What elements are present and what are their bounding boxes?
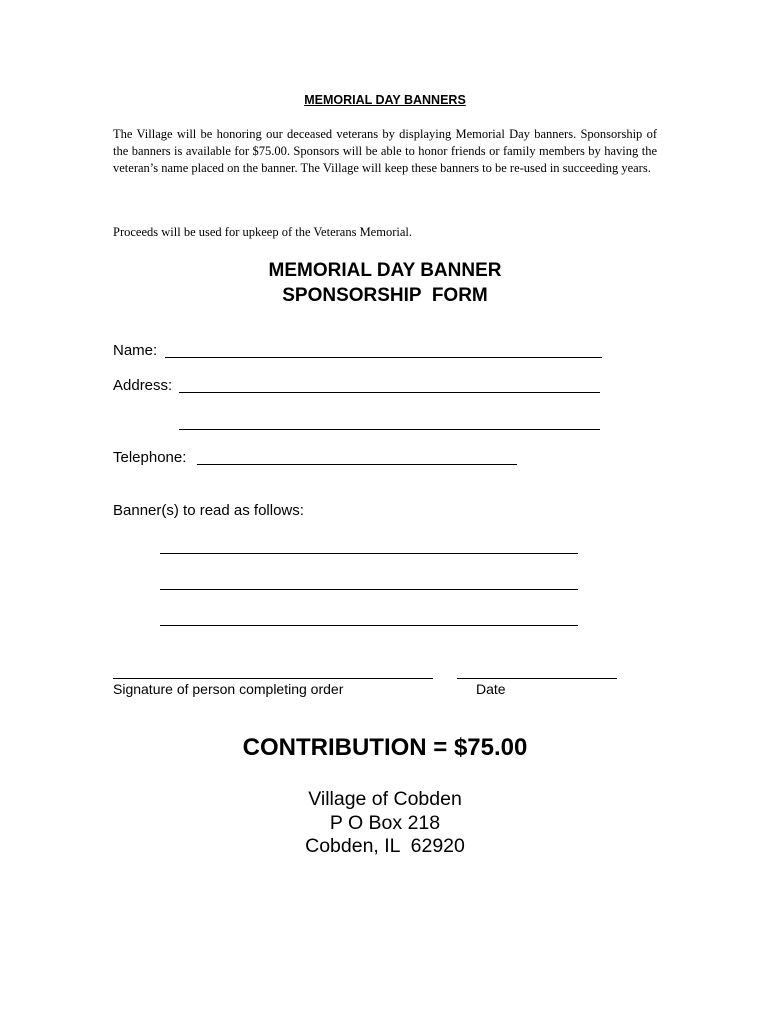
- proceeds-note: Proceeds will be used for upkeep of the Veterans Memorial.: [113, 225, 412, 239]
- date-field[interactable]: [457, 678, 617, 679]
- signature-field[interactable]: [113, 678, 433, 679]
- notice-heading: MEMORIAL DAY BANNERS: [304, 93, 466, 107]
- address-field-line-2[interactable]: [179, 429, 600, 430]
- banner-text-label: Banner(s) to read as follows:: [113, 502, 304, 519]
- form-title-line-1: MEMORIAL DAY BANNER: [268, 260, 502, 281]
- mailing-address-line-3: Cobden, IL 62920: [305, 835, 465, 857]
- signature-caption: Signature of person completing order: [113, 681, 344, 697]
- date-caption: Date: [476, 681, 506, 697]
- address-label: Address:: [113, 377, 173, 394]
- address-field-line-1[interactable]: [179, 392, 600, 393]
- banner-text-line-1[interactable]: [160, 553, 578, 554]
- name-label: Name:: [113, 342, 158, 359]
- notice-paragraph: The Village will be honoring our deceased veterans by displaying Memorial Day banners. Sponsorship of the banners is available for $75.00. Sponsors will be able to honor friends or family members by having the veteran’s name placed on the banner. The Village will keep these banners to be re-used in succeeding years.: [113, 127, 657, 176]
- telephone-field[interactable]: [197, 464, 517, 465]
- mailing-address-line-2: P O Box 218: [329, 811, 441, 834]
- form-title: [0, 258, 770, 308]
- contribution-amount: CONTRIBUTION = $75.00: [242, 734, 528, 761]
- mailing-address: [0, 788, 770, 859]
- mailing-address-line-1: Village of Cobden: [308, 788, 462, 810]
- name-field[interactable]: [165, 357, 602, 358]
- form-title-line-2: SPONSORSHIP FORM: [282, 285, 488, 306]
- telephone-label: Telephone:: [113, 449, 187, 466]
- banner-text-line-2[interactable]: [160, 589, 578, 590]
- banner-text-line-3[interactable]: [160, 625, 578, 626]
